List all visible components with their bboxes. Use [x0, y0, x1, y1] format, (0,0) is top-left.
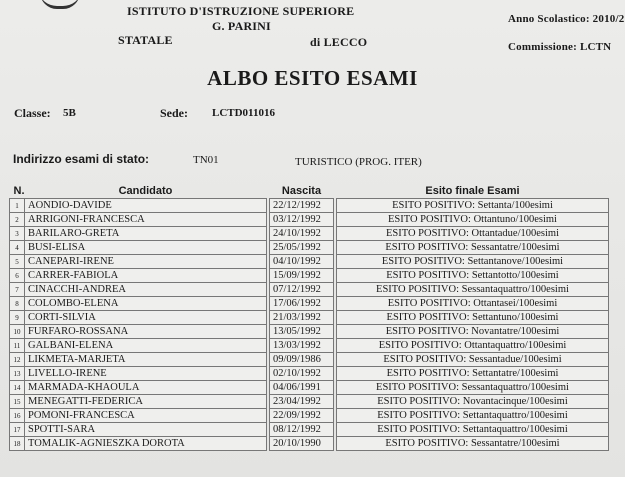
esito-cell: [337, 269, 609, 283]
row-number: 14: [10, 381, 25, 395]
table-row: [10, 283, 609, 297]
row-number: 15: [10, 395, 25, 409]
birth-date: 08/12/1992: [270, 423, 334, 437]
esito-label: ESITO POSITIVO:: [388, 214, 471, 225]
candidate-name: CANEPARI-IRENE: [25, 255, 267, 269]
esito-cell: [337, 339, 609, 353]
candidate-name: FURFARO-ROSSANA: [25, 325, 267, 339]
row-number: 4: [10, 241, 25, 255]
esito-cell: [337, 353, 609, 367]
esito-label: ESITO POSITIVO:: [392, 200, 476, 211]
esito-cell: [337, 325, 609, 339]
esito-label: ESITO POSITIVO:: [377, 410, 461, 421]
birth-date: 13/03/1992: [270, 339, 334, 353]
esito-label: ESITO POSITIVO:: [376, 382, 459, 393]
esito-label: ESITO POSITIVO:: [386, 368, 470, 379]
sede-value: LCTD011016: [212, 107, 275, 119]
classe-value: 5B: [63, 107, 76, 119]
col-header-esito: Esito finale Esami: [425, 185, 520, 197]
esito-voto: Settantaquattro/100esimi: [462, 410, 568, 421]
birth-date: 25/05/1992: [270, 241, 334, 255]
row-number: 16: [10, 409, 25, 423]
table-body: [10, 199, 609, 451]
candidate-name: LIVELLO-IRENE: [25, 367, 267, 381]
esito-cell: [337, 255, 609, 269]
school-type: STATALE: [118, 33, 173, 47]
esito-cell: [337, 241, 609, 255]
esiti-table: [9, 184, 609, 451]
table-row: [10, 423, 609, 437]
esito-cell: [337, 437, 609, 451]
table-row: [10, 395, 609, 409]
esito-label: ESITO POSITIVO:: [377, 424, 461, 435]
candidate-name: CORTI-SILVIA: [25, 311, 267, 325]
esito-cell: [337, 213, 609, 227]
esito-cell: [337, 409, 609, 423]
row-number: 1: [10, 199, 25, 213]
esito-voto: Settantanove/100esimi: [467, 256, 564, 267]
indirizzo-desc: TURISTICO (PROG. ITER): [295, 156, 422, 168]
esito-voto: Ottantadue/100esimi: [471, 228, 560, 239]
candidate-name: CARRER-FABIOLA: [25, 269, 267, 283]
esito-label: ESITO POSITIVO:: [376, 284, 459, 295]
candidate-name: TOMALIK-AGNIESZKA DOROTA: [25, 437, 267, 451]
row-number: 2: [10, 213, 25, 227]
esito-label: ESITO POSITIVO:: [386, 312, 470, 323]
esito-cell: [337, 227, 609, 241]
birth-date: 04/10/1992: [270, 255, 334, 269]
esito-voto: Ottantuno/100esimi: [473, 214, 557, 225]
esito-voto: Novantatre/100esimi: [471, 326, 560, 337]
table-row: [10, 381, 609, 395]
row-number: 9: [10, 311, 25, 325]
esito-cell: [337, 297, 609, 311]
esito-label: ESITO POSITIVO:: [385, 326, 469, 337]
row-number: 3: [10, 227, 25, 241]
anno-scolastico: Anno Scolastico: 2010/2: [508, 13, 625, 25]
esito-voto: Sessantatre/100esimi: [470, 242, 560, 253]
esito-voto: Sessantadue/100esimi: [468, 354, 562, 365]
school-logo: [40, 0, 80, 9]
esito-voto: Sessantatre/100esimi: [470, 438, 560, 449]
row-number: 6: [10, 269, 25, 283]
esito-label: ESITO POSITIVO:: [383, 354, 467, 365]
row-number: 17: [10, 423, 25, 437]
esito-voto: Sessantaquattro/100esimi: [461, 382, 569, 393]
indirizzo-code: TN01: [193, 154, 219, 166]
col-header-n: N.: [13, 185, 25, 197]
table-row: [10, 409, 609, 423]
table-row: [10, 213, 609, 227]
esito-voto: Ottantasei/100esimi: [473, 298, 558, 309]
table-row: [10, 353, 609, 367]
col-header-nascita: Nascita: [281, 185, 322, 197]
table-row: [10, 339, 609, 353]
esito-voto: Novantacinque/100esimi: [462, 396, 568, 407]
birth-date: 09/09/1986: [270, 353, 334, 367]
birth-date: 24/10/1992: [270, 227, 334, 241]
esito-voto: Settanta/100esimi: [477, 200, 553, 211]
birth-date: 22/12/1992: [270, 199, 334, 213]
birth-date: 23/04/1992: [270, 395, 334, 409]
table-row: [10, 241, 609, 255]
row-number: 18: [10, 437, 25, 451]
school-name-line1: ISTITUTO D'ISTRUZIONE SUPERIORE: [127, 4, 355, 18]
table-row: [10, 437, 609, 451]
esito-cell: [337, 381, 609, 395]
table-row: [10, 255, 609, 269]
candidate-name: AONDIO-DAVIDE: [25, 199, 267, 213]
esito-voto: Settantuno/100esimi: [472, 312, 559, 323]
birth-date: 20/10/1990: [270, 437, 334, 451]
birth-date: 04/06/1991: [270, 381, 334, 395]
birth-date: 02/10/1992: [270, 367, 334, 381]
classe-label: Classe:: [14, 106, 51, 120]
candidate-name: COLOMBO-ELENA: [25, 297, 267, 311]
esito-label: ESITO POSITIVO:: [378, 340, 462, 351]
esito-label: ESITO POSITIVO:: [387, 298, 471, 309]
esito-cell: [337, 395, 609, 409]
birth-date: 21/03/1992: [270, 311, 334, 325]
candidate-name: SPOTTI-SARA: [25, 423, 267, 437]
row-number: 12: [10, 353, 25, 367]
school-name-line2: G. PARINI: [212, 19, 271, 33]
esito-label: ESITO POSITIVO:: [381, 256, 465, 267]
esito-cell: [337, 423, 609, 437]
row-number: 8: [10, 297, 25, 311]
candidate-name: ARRIGONI-FRANCESCA: [25, 213, 267, 227]
table-row: [10, 227, 609, 241]
candidate-name: LIKMETA-MARJETA: [25, 353, 267, 367]
row-number: 13: [10, 367, 25, 381]
candidate-name: MENEGATTI-FEDERICA: [25, 395, 267, 409]
candidate-name: CINACCHI-ANDREA: [25, 283, 267, 297]
birth-date: 07/12/1992: [270, 283, 334, 297]
birth-date: 22/09/1992: [270, 409, 334, 423]
commissione: Commissione: LCTN: [508, 41, 612, 53]
esito-label: ESITO POSITIVO:: [386, 270, 470, 281]
esito-cell: [337, 283, 609, 297]
table-row: [10, 297, 609, 311]
candidate-name: BUSI-ELISA: [25, 241, 267, 255]
birth-date: 03/12/1992: [270, 213, 334, 227]
table-row: [10, 325, 609, 339]
esito-label: ESITO POSITIVO:: [377, 396, 461, 407]
row-number: 11: [10, 339, 25, 353]
table-header-row: [10, 184, 609, 199]
birth-date: 15/09/1992: [270, 269, 334, 283]
esito-voto: Settantotto/100esimi: [471, 270, 559, 281]
esito-voto: Settantaquattro/100esimi: [462, 424, 568, 435]
row-number: 10: [10, 325, 25, 339]
esito-voto: Ottantaquattro/100esimi: [464, 340, 567, 351]
row-number: 5: [10, 255, 25, 269]
esito-cell: [337, 367, 609, 381]
candidate-name: BARILARO-GRETA: [25, 227, 267, 241]
esito-cell: [337, 199, 609, 213]
table-row: [10, 311, 609, 325]
birth-date: 17/06/1992: [270, 297, 334, 311]
esito-cell: [337, 311, 609, 325]
indirizzo-label: Indirizzo esami di stato:: [13, 152, 150, 166]
esito-voto: Settantatre/100esimi: [472, 368, 559, 379]
candidate-name: POMONI-FRANCESCA: [25, 409, 267, 423]
candidate-name: GALBANI-ELENA: [25, 339, 267, 353]
esito-label: ESITO POSITIVO:: [385, 438, 469, 449]
school-city: di LECCO: [310, 35, 368, 49]
esito-voto: Sessantaquattro/100esimi: [461, 284, 569, 295]
row-number: 7: [10, 283, 25, 297]
sede-label: Sede:: [160, 106, 188, 120]
page-title: ALBO ESITO ESAMI: [207, 66, 418, 90]
esito-label: ESITO POSITIVO:: [385, 242, 469, 253]
table-row: [10, 199, 609, 213]
birth-date: 13/05/1992: [270, 325, 334, 339]
col-header-candidato: Candidato: [118, 185, 173, 197]
table-row: [10, 367, 609, 381]
candidate-name: MARMADA-KHAOULA: [25, 381, 267, 395]
table-row: [10, 269, 609, 283]
esito-label: ESITO POSITIVO:: [385, 228, 469, 239]
